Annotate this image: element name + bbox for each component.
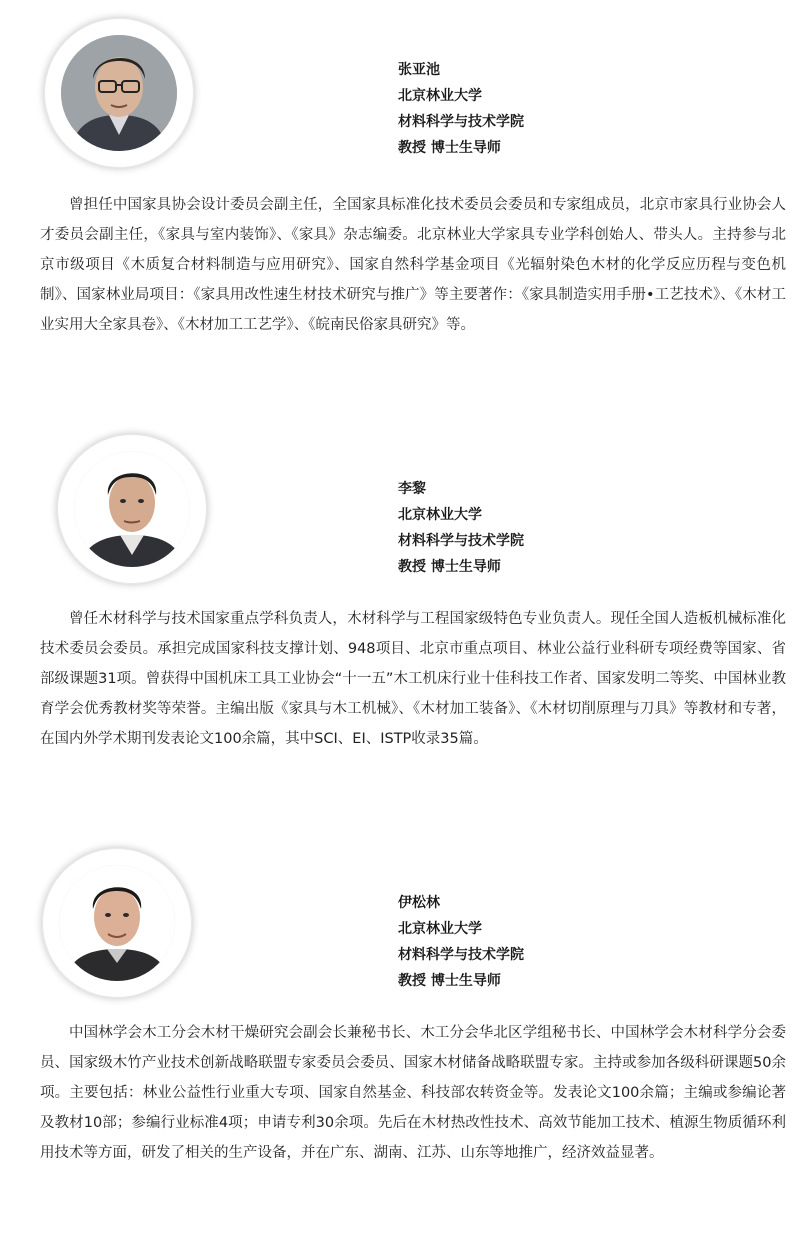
avatar [74, 451, 190, 567]
avatar [61, 35, 177, 151]
avatar-frame [44, 18, 194, 168]
portrait-icon [74, 451, 190, 567]
profile-university: 北京林业大学 [398, 921, 482, 937]
profile-info [398, 57, 524, 161]
profile-title: 教授 博士生导师 [398, 140, 501, 156]
profile-bio: 曾担任中国家具协会设计委员会副主任，全国家具标准化技术委员会委员和专家组成员，北京市家具行业协会人才委员会副主任，《家具与室内装饰》、《家具》杂志编委。北京林业大学家具专业学科创始人、带头人。主持参与北京市级项目《木质复合材料制造与应用研究》、国家自然科学基金项目《光辐射染色木材的化学反应历程与变色机制》、国家林业局项目：《家具用改性速生材技术研究与推广》等主要著作：《家具制造实用手册•工艺技术》、《木材工业实用大全家具卷》、《木材加工工艺学》、《皖南民俗家具研究》等。 [40, 197, 786, 333]
profile-name: 张亚池 [398, 62, 440, 78]
profile-university: 北京林业大学 [398, 88, 482, 104]
portrait-icon [61, 35, 177, 151]
profile-school: 材料科学与技术学院 [398, 947, 524, 963]
profile-name: 李黎 [398, 481, 426, 497]
portrait-icon [59, 865, 175, 981]
profile-school: 材料科学与技术学院 [398, 533, 524, 549]
profile-bio: 曾任木材科学与技术国家重点学科负责人，木材科学与工程国家级特色专业负责人。现任全国人造板机械标准化技术委员会委员。承担完成国家科技支撑计划、948项目、北京市重点项目、林业公益行业科研专项经费等国家、省部级课题31项。曾获得中国机床工具工业协会“十一五”木工机床行业十佳科技工作者、国家发明二等奖、中国林业教育学会优秀教材奖等荣誉。主编出版《家具与木工机械》、《木材加工装备》、《木材切削原理与刀具》等教材和专著，在国内外学术期刊发表论文100余篇，其中SCI、EI、ISTP收录35篇。 [40, 611, 786, 747]
profile-info [398, 890, 524, 994]
profile-name: 伊松林 [398, 895, 440, 911]
avatar-frame [57, 434, 207, 584]
profile-school: 材料科学与技术学院 [398, 114, 524, 130]
avatar-frame [42, 848, 192, 998]
avatar [59, 865, 175, 981]
profile-bio: 中国林学会木工分会木材干燥研究会副会长兼秘书长、木工分会华北区学组秘书长、中国林学会木材科学分会委员、国家级木竹产业技术创新战略联盟专家委员会委员、国家木材储备战略联盟专家。主持或参加各级科研课题50余项。主要包括：林业公益性行业重大专项、国家自然基金、科技部农转资金等。发表论文100余篇；主编或参编论著及教材10部；参编行业标准4项；申请专利30余项。先后在木材热改性技术、高效节能加工技术、植源生物质循环利用技术等方面，研发了相关的生产设备，并在广东、湖南、江苏、山东等地推广，经济效益显著。 [40, 1025, 786, 1161]
profile-info [398, 476, 524, 580]
profile-title: 教授 博士生导师 [398, 559, 501, 575]
profile-university: 北京林业大学 [398, 507, 482, 523]
profile-title: 教授 博士生导师 [398, 973, 501, 989]
